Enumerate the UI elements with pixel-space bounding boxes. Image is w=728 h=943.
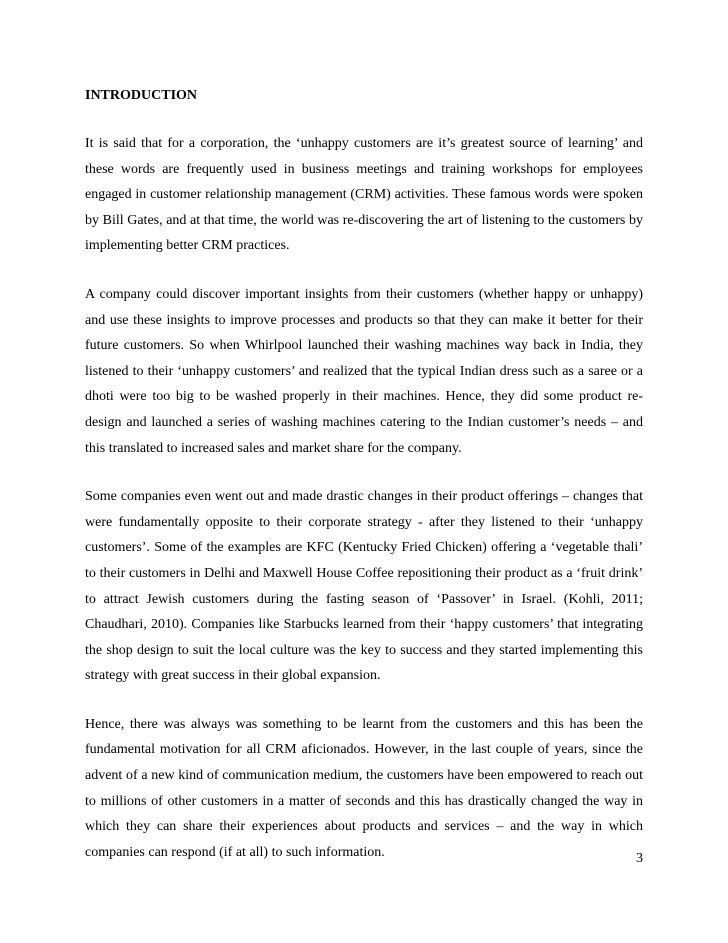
page-content [85,84,643,888]
paragraph-1: It is said that for a corporation, the ‘unhappy customers are it’s greatest source of learning’ and these words are frequently used in business meetings and training workshops for employees engaged in customer relationship management (CRM) activities. These famous words were spoken by Bill Gates, and at that time, the world was re-discovering the art of listening to the customers by implementing better CRM practices. [85,136,643,254]
section-heading: INTRODUCTION [85,88,198,103]
paragraph-4: Hence, there was always was something to be learnt from the customers and this has been the fundamental motivation for all CRM aficionados. However, in the last couple of years, since the advent of a new kind of communication medium, the customers have been empowered to reach out to millions of other customers in a matter of seconds and this has drastically changed the way in which they can share their experiences about products and services – and the way in which companies can respond (if at all) to such information. [85,716,643,860]
page-number: 3 [636,851,643,866]
paragraph-3: Some companies even went out and made drastic changes in their product offerings – changes that were fundamentally opposite to their corporate strategy - after they listened to their ‘unhappy customers’. Some of the examples are KFC (Kentucky Fried Chicken) offering a ‘vegetable thali’ to their customers in Delhi and Maxwell House Coffee repositioning their product as a ‘fruit drink’ to attract Jewish customers during the fasting season of ‘Passover’ in Israel. (Kohli, 2011; Chaudhari, 2010). Companies like Starbucks learned from their ‘happy customers’ that integrating the shop design to suit the local culture was the key to success and they started implementing this strategy with great success in their global expansion. [85,489,643,684]
paragraph-2: A company could discover important insights from their customers (whether happy or unhappy) and use these insights to improve processes and products so that they can make it better for their future customers. So when Whirlpool launched their washing machines way back in India, they listened to their ‘unhappy customers’ and realized that the typical Indian dress such as a saree or a dhoti were too big to be washed properly in their machines. Hence, they did some product re-design and launched a series of washing machines catering to the Indian customer’s needs – and this translated to increased sales and market share for the company. [85,286,643,456]
